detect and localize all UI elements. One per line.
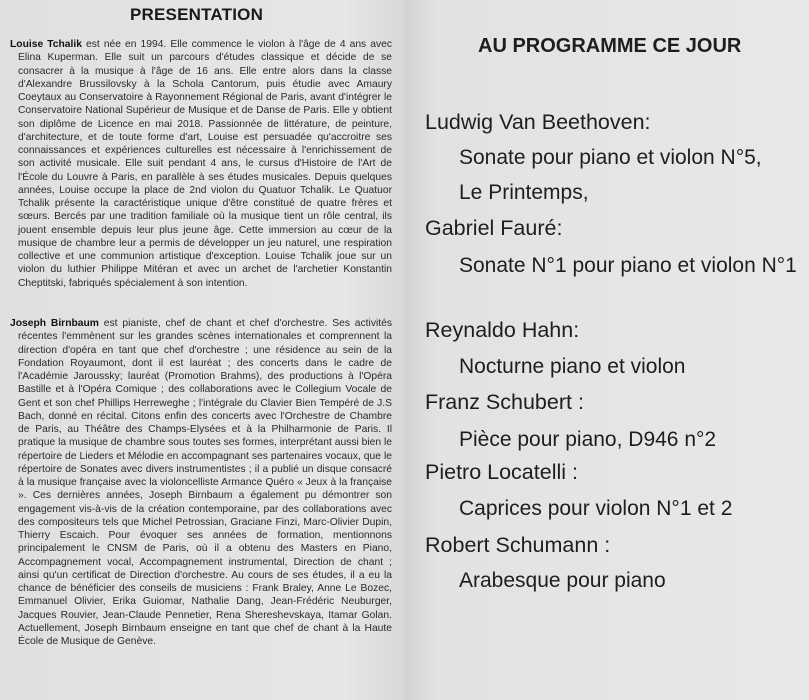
work-hahn-1: Nocturne piano et violon [459, 355, 686, 378]
bio-name: Joseph Birnbaum [10, 318, 99, 329]
work-locatelli-1: Caprices pour violon N°1 et 2 [459, 497, 733, 520]
work-beethoven-1: Sonate pour piano et violon N°5, [459, 146, 762, 169]
composer-schubert: Franz Schubert : [425, 390, 584, 414]
composer-hahn: Reynaldo Hahn: [425, 318, 580, 342]
composer-faure: Gabriel Fauré: [425, 216, 563, 240]
composer-beethoven: Ludwig Van Beethoven: [425, 110, 651, 134]
work-beethoven-2: Le Printemps, [459, 181, 589, 204]
bio-joseph-birnbaum [10, 317, 392, 648]
programme-title: AU PROGRAMME CE JOUR [478, 35, 742, 57]
bio-text: est née en 1994. Elle commence le violon à l'âge de 4 ans avec Elina Kuperman. Elle suit un parcours d'études classique et décide de se consacrer à la musique à l'âge de 16 ans. Elle entre alors dans la classe d'Alexandre Brussilovsky à la Schola Cantorum, puis étudie avec Amaury Coeytaux au Conservatoire à Rayonnement Régional de Paris, avant d'intégrer le Conservatoire National Supérieur de Musique et de Danse de Paris. Elle y obtient son diplôme de Licence en mai 2018. Passionnée de littérature, de peinture, d'architecture, et de toute forme d'art, Louise est persuadée qu'accroitre ses connaissances et expériences culturelles est nécessaire à l'enrichissement de son activité musicale. Elle suit pendant 4 ans, le cursus d'Histoire de l'Art de l'École du Louvre à Paris, en parallèle à ses études musicales. Depuis quelques années, Louise occupe la place de 2nd violon du Quatuor Tchalik. Le Quatuor Tchalik présente la caractéristique unique d'être constitué de quatre frères et sœurs. Bercés par une tradition familiale où la musique tient un rôle central, ils jouent ensemble depuis leur plus jeune âge. Cette immersion au cœur de la musique de chambre leur a permis de développer un jeu naturel, une respiration collective et une communion artistique d'exception. Louise Tchalik joue sur un violon du luthier Philippe Mitéran et avec un archet de l'archetier Konstantin Cheptitski, fabriqués spécialement à son intention. [18, 39, 393, 289]
work-schumann-1: Arabesque pour piano [459, 569, 666, 592]
composer-locatelli: Pietro Locatelli : [425, 460, 578, 484]
bio-name: Louise Tchalik [10, 39, 82, 50]
work-faure-1: Sonate N°1 pour piano et violon N°1 [459, 254, 797, 277]
bio-text: est pianiste, chef de chant et chef d'orchestre. Ses activités récentes l'emmènent sur les grandes scènes internationales et comprennent la direction d'opéra en tant que chef d'orchestre ; une résidence au sein de la Fondation Royaumont, dont il est lauréat ; des concerts dans le cadre de l'Académie Jaroussky; lauréat (Promotion Brahms), des productions à l'Opéra Bastille et à l'Opéra Comique ; des collaborations avec le Collegium Vocale de Gent et son chef Phillips Herreweghe ; l'intégrale du Clavier Bien Tempéré de J.S Bach, donné en récital. Citons enfin des concerts avec l'Orchestre de Chambre de Paris, au Théâtre des Champs-Elysées et à la Philharmonie de Paris. Il pratique la musique de chambre sous toutes ses formes, interprétant aussi bien le répertoire de Lieders et Mélodie en accompagnant ses partenaires vocaux, que le répertoire de Sonates avec divers instrumentistes ; il a publié un disque consacré à la musique française avec la violoncelliste Armance Quéro « Jeux à la française ». Ces dernières années, Joseph Birnbaum a également pu démontrer son engagement vis-à-vis de la création contemporaine, par des collaborations avec des compositeurs tels que Michel Petrossian, Graciane Finzi, Marc-Olivier Dupin, Thierry Escaich. Pour évoquer ses années de formation, mentionnons principalement le CNSM de Paris, où il a obtenu des Masters en Piano, Accompagnement vocal, Accompagnement instrumental, Direction de chant ; ainsi qu'un certificat de Direction d'orchestre. Au cours de ses études, il a eu la chance de bénéficier des conseils de musiciens : Frank Braley, Anne Le Bozec, Emmanuel Olivier, Erika Guiomar, Nathalie Dang, Jean-Frédéric Neuburger, Jacques Rouvier, Jean-Claude Pennetier, Rena Shereshevskaya, Itamar Golan. Actuellement, Joseph Birnbaum enseigne en tant que chef de chant à la Haute École de Musique de Genève. [18, 318, 393, 647]
composer-schumann: Robert Schumann : [425, 533, 611, 557]
presentation-title: PRESENTATION [130, 5, 264, 24]
work-schubert-1: Pièce pour piano, D946 n°2 [459, 428, 717, 451]
bio-louise-tchalik [10, 38, 392, 290]
